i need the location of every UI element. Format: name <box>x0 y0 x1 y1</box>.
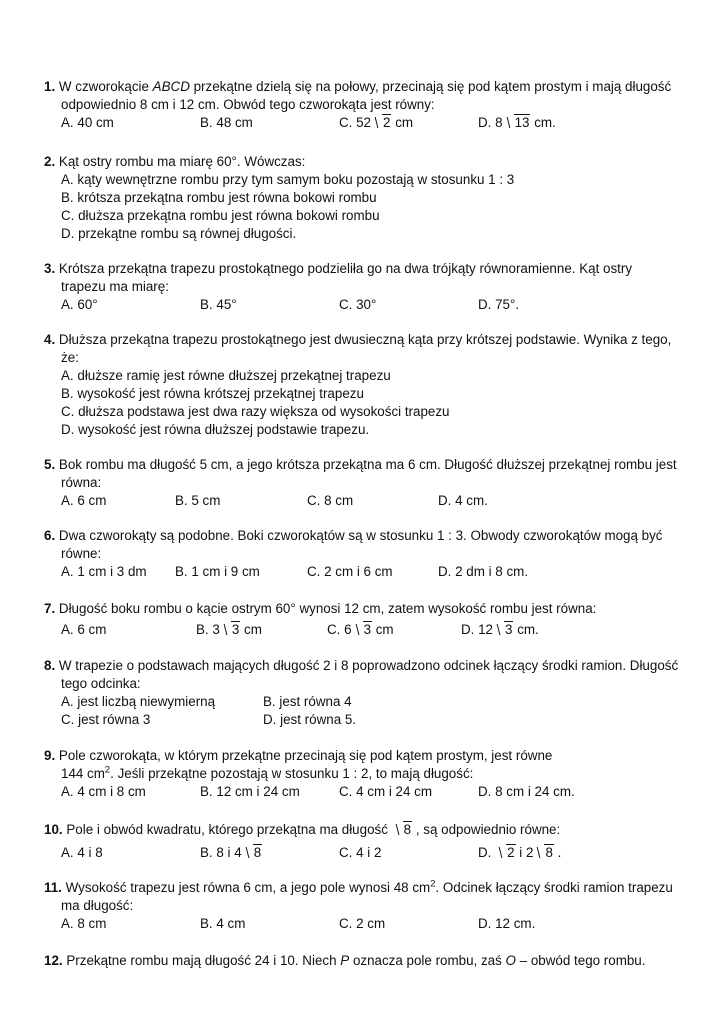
question-text <box>44 657 680 675</box>
answer-options-row-1 <box>44 693 680 711</box>
question-text-cont: ma długość: <box>61 898 134 913</box>
answer-option-a[interactable]: A. 8 cm <box>61 916 107 931</box>
sqrt-symbol <box>222 621 240 639</box>
question-text <box>44 527 680 545</box>
question-text <box>44 331 680 349</box>
question-number: 3. <box>44 261 56 276</box>
answer-option-c[interactable]: C. jest równa 3 <box>61 712 151 727</box>
text: oznacza pole rombu, zaś <box>349 953 506 968</box>
text: Długość boku rombu o kącie ostrym 60° wynosi 12 cm, zatem wysokość rombu jest równa: <box>58 601 597 616</box>
answer-option-d[interactable]: D. 75°. <box>478 297 520 312</box>
answer-option-c[interactable] <box>339 114 413 132</box>
question-text <box>44 879 680 897</box>
text-italic: ABCD <box>152 79 190 94</box>
answer-option-d[interactable]: D. jest równa 5. <box>263 712 357 727</box>
answer-options <box>44 915 680 933</box>
sqrt-symbol <box>244 844 262 862</box>
radicand: 3 <box>363 622 372 637</box>
question-text-cont: tego odcinka: <box>61 676 141 691</box>
text: cm <box>391 115 414 130</box>
answer-option-b[interactable]: B. 5 cm <box>175 493 221 508</box>
answer-option-b[interactable]: B. 4 cm <box>200 916 246 931</box>
answer-option-d[interactable] <box>478 114 556 132</box>
text: Bok rombu ma długość 5 cm, a jego krótsza przekątna ma 6 cm. Długość dłuższej przekątnej rombu jest <box>58 457 677 472</box>
sqrt-symbol <box>373 114 391 132</box>
question-1 <box>44 78 680 132</box>
answer-option-c[interactable]: C. 30° <box>339 297 377 312</box>
question-11 <box>44 879 680 933</box>
answer-option-b[interactable]: B. jest równa 4 <box>263 694 352 709</box>
question-number: 8. <box>44 658 56 673</box>
question-number: 11. <box>44 880 62 895</box>
answer-options-row-2 <box>44 711 680 729</box>
text: Kąt ostry rombu ma miarę 60°. Wówczas: <box>58 154 306 169</box>
question-5 <box>44 456 680 510</box>
question-8 <box>44 657 680 729</box>
question-number: 12. <box>44 953 63 968</box>
answer-option-b[interactable] <box>196 621 262 639</box>
superscript: 2 <box>104 764 111 775</box>
answer-option-a[interactable]: A. jest liczbą niewymierną <box>61 694 216 709</box>
answer-option-b[interactable]: B. 48 cm <box>200 115 253 130</box>
question-12 <box>44 952 680 970</box>
radicand: 8 <box>545 845 553 860</box>
question-number: 7. <box>44 601 56 616</box>
question-6 <box>44 527 680 581</box>
text-italic: O <box>505 953 516 968</box>
radicand: 3 <box>231 622 240 637</box>
sqrt-symbol <box>535 844 553 862</box>
text: Wysokość trapezu jest równa 6 cm, a jego pole wynosi 48 cm <box>65 880 431 895</box>
text: . Jeśli przekątne pozostają w stosunku 1 : 2, to mają długość: <box>110 766 474 781</box>
sqrt-symbol <box>505 114 531 132</box>
question-7 <box>44 600 680 639</box>
text: cm. <box>530 115 556 130</box>
answer-options <box>44 563 680 581</box>
answer-option-c[interactable]: C. 4 i 2 <box>339 845 382 860</box>
answer-option-d[interactable]: D. 4 cm. <box>438 493 488 508</box>
answer-option-d[interactable] <box>461 621 539 639</box>
radicand: 13 <box>514 115 530 130</box>
text: i 2 <box>515 845 534 860</box>
answer-option-a[interactable]: A. 40 cm <box>61 115 114 130</box>
answer-option-b[interactable]: B. krótsza przekątna rombu jest równa bokowi rombu <box>61 190 377 205</box>
question-text <box>44 821 680 839</box>
text: 144 cm <box>61 766 105 781</box>
answer-option-b[interactable]: B. wysokość jest równa krótszej przekątnej trapezu <box>61 386 364 401</box>
question-text <box>44 952 680 970</box>
radicand: 2 <box>507 845 515 860</box>
question-text-cont: odpowiednio 8 cm i 12 cm. Obwód tego czworokąta jest równy: <box>61 97 435 112</box>
text: W trapezie o podstawach mających długość 2 i 8 poprowadzono odcinek łączący środki ramion. Długość <box>58 658 679 673</box>
answer-options <box>44 296 680 314</box>
text: przekątne dzielą się na połowy, przecinają się pod kątem prostym i mają długość <box>189 79 672 94</box>
question-number: 1. <box>44 79 56 94</box>
question-text-cont <box>44 765 680 783</box>
question-3 <box>44 260 680 314</box>
question-number: 10. <box>44 822 63 837</box>
text: . Odcinek łączący środki ramion trapezu <box>435 880 673 895</box>
answer-option-d[interactable]: D. 12 cm. <box>478 916 536 931</box>
text: – obwód tego rombu. <box>515 953 646 968</box>
text: . <box>553 845 562 860</box>
sqrt-symbol <box>394 821 412 839</box>
answer-option-a[interactable]: A. 6 cm <box>61 622 107 637</box>
question-number: 6. <box>44 528 56 543</box>
answer-option-d[interactable]: D. wysokość jest równa dłuższej podstawie trapezu. <box>61 422 370 437</box>
answer-option-a[interactable]: A. 1 cm i 3 dm <box>61 564 147 579</box>
text: cm. <box>513 622 539 637</box>
answer-option-a[interactable]: A. 60° <box>61 297 98 312</box>
answer-option-a[interactable]: A. dłuższe ramię jest równe dłuższej przekątnej trapezu <box>61 368 391 383</box>
answer-options <box>44 621 680 639</box>
text: Dwa czworokąty są podobne. Boki czworokątów są w stosunku 1 : 3. Obwody czworokątów mogą być <box>58 528 663 543</box>
sqrt-symbol <box>497 844 515 862</box>
question-10 <box>44 821 680 862</box>
question-text <box>44 747 680 765</box>
text: , są odpowiednio równe: <box>412 822 561 837</box>
answer-option-d[interactable]: D. 2 dm i 8 cm. <box>438 564 529 579</box>
radicand: 3 <box>505 622 513 637</box>
answer-option-d[interactable]: D. przekątne rombu są równej długości. <box>61 226 297 241</box>
text: B. 8 i 4 <box>200 845 242 860</box>
question-text <box>44 600 680 618</box>
question-text-cont: trapezu ma miarę: <box>61 279 169 294</box>
answer-option-c[interactable]: C. dłuższa przekątna rombu jest równa bokowi rombu <box>61 208 380 223</box>
text: D. 8 <box>478 115 503 130</box>
text: Przekątne rombu mają długość 24 i 10. Niech <box>66 953 341 968</box>
question-9 <box>44 747 680 801</box>
answer-option-a[interactable]: A. 6 cm <box>61 493 107 508</box>
question-number: 9. <box>44 748 56 763</box>
question-text <box>44 260 680 278</box>
text: C. 52 <box>339 115 372 130</box>
text: cm <box>372 622 394 637</box>
answer-option-c[interactable]: C. dłuższa podstawa jest dwa razy większa od wysokości trapezu <box>61 404 450 419</box>
question-text <box>44 78 680 96</box>
sqrt-symbol <box>495 621 513 639</box>
answer-option-a[interactable]: A. 4 i 8 <box>61 845 103 860</box>
question-4 <box>44 331 680 439</box>
answer-option-c[interactable]: C. 2 cm <box>339 916 386 931</box>
text: Krótsza przekątna trapezu prostokątnego podzieliła go na dwa trójkąty równoramienne. Kąt ostry <box>58 261 633 276</box>
answer-options <box>44 783 680 801</box>
text: D. <box>478 845 496 860</box>
text: B. 3 <box>196 622 220 637</box>
text: cm <box>240 622 262 637</box>
text-italic: P <box>340 953 350 968</box>
radicand: 8 <box>253 845 262 860</box>
text: D. 12 <box>461 622 494 637</box>
answer-option-d[interactable]: D. 8 cm i 24 cm. <box>478 784 575 799</box>
radicand: 2 <box>383 115 391 130</box>
answer-options <box>44 114 680 132</box>
answer-option-c[interactable]: C. 8 cm <box>307 493 354 508</box>
answer-options <box>44 492 680 510</box>
question-number: 2. <box>44 154 56 169</box>
answer-options <box>44 844 680 862</box>
text: C. 6 <box>327 622 352 637</box>
question-text <box>44 153 680 171</box>
question-text-cont: równa: <box>61 475 102 490</box>
answer-option-a[interactable]: A. 4 cm i 8 cm <box>61 784 146 799</box>
answer-option-b[interactable] <box>200 844 262 862</box>
question-number: 4. <box>44 332 56 347</box>
question-text <box>44 456 680 474</box>
sqrt-symbol <box>354 621 372 639</box>
text: Pole czworokąta, w którym przekątne przecinają się pod kątem prostym, jest równe <box>58 748 553 763</box>
question-2 <box>44 153 680 243</box>
text: Dłuższa przekątna trapezu prostokątnego jest dwusieczną kąta przy krótszej podstawie. Wynika z tego, <box>58 332 672 347</box>
answer-option-c[interactable] <box>327 621 394 639</box>
text: W czworokącie <box>58 79 153 94</box>
radicand: 8 <box>403 822 412 837</box>
answer-option-b[interactable]: B. 45° <box>200 297 237 312</box>
answer-option-c[interactable]: C. 4 cm i 24 cm <box>339 784 433 799</box>
question-number: 5. <box>44 457 56 472</box>
answer-option-c[interactable]: C. 2 cm i 6 cm <box>307 564 393 579</box>
answer-option-d[interactable] <box>478 844 561 862</box>
answer-option-b[interactable]: B. 12 cm i 24 cm <box>200 784 300 799</box>
question-text-cont: równe: <box>61 546 102 561</box>
superscript: 2 <box>430 878 436 889</box>
answer-option-b[interactable]: B. 1 cm i 9 cm <box>175 564 260 579</box>
question-text-cont: że: <box>61 350 79 365</box>
answer-option-a[interactable]: A. kąty wewnętrzne rombu przy tym samym boku pozostają w stosunku 1 : 3 <box>61 172 515 187</box>
text: Pole i obwód kwadratu, którego przekątna ma długość <box>66 822 392 837</box>
